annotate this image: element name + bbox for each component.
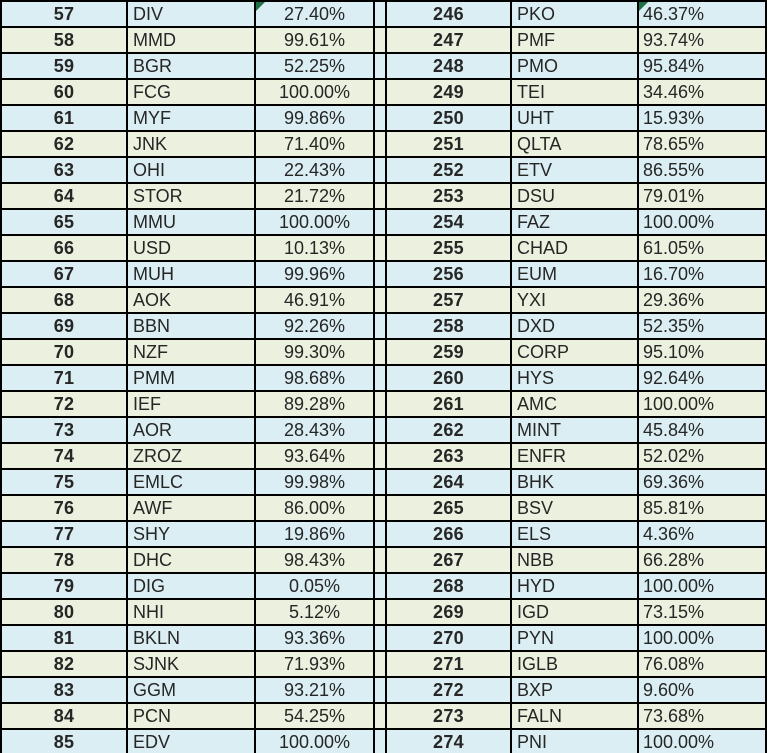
separator-cell[interactable]: [375, 340, 385, 364]
ticker-cell-right[interactable]: CHAD: [512, 236, 637, 260]
percent-cell-right[interactable]: 15.93%: [639, 106, 765, 130]
ticker-cell-left[interactable]: BGR: [128, 54, 254, 78]
percent-cell-left[interactable]: 0.05%: [256, 574, 373, 598]
separator-cell[interactable]: [375, 704, 385, 728]
percent-cell-left[interactable]: 52.25%: [256, 54, 373, 78]
percent-cell-right[interactable]: 100.00%: [639, 392, 765, 416]
ticker-cell-left[interactable]: MYF: [128, 106, 254, 130]
separator-cell[interactable]: [375, 314, 385, 338]
ticker-cell-right[interactable]: ELS: [512, 522, 637, 546]
row-index-cell-left[interactable]: 81: [2, 626, 126, 650]
percent-cell-right[interactable]: 100.00%: [639, 730, 765, 753]
percent-cell-left[interactable]: 93.36%: [256, 626, 373, 650]
ticker-cell-right[interactable]: IGLB: [512, 652, 637, 676]
percent-cell-right[interactable]: 73.15%: [639, 600, 765, 624]
ticker-cell-left[interactable]: AWF: [128, 496, 254, 520]
separator-cell[interactable]: [375, 366, 385, 390]
separator-cell[interactable]: [375, 210, 385, 234]
percent-cell-right[interactable]: 95.10%: [639, 340, 765, 364]
ticker-cell-left[interactable]: AOK: [128, 288, 254, 312]
ticker-cell-left[interactable]: OHI: [128, 158, 254, 182]
percent-cell-right[interactable]: 45.84%: [639, 418, 765, 442]
ticker-cell-left[interactable]: DIG: [128, 574, 254, 598]
row-index-cell-right[interactable]: 269: [387, 600, 510, 624]
separator-cell[interactable]: [375, 730, 385, 753]
percent-cell-left[interactable]: 99.61%: [256, 28, 373, 52]
percent-cell-left[interactable]: 93.21%: [256, 678, 373, 702]
separator-cell[interactable]: [375, 522, 385, 546]
ticker-cell-left[interactable]: MMD: [128, 28, 254, 52]
row-index-cell-left[interactable]: 61: [2, 106, 126, 130]
row-index-cell-left[interactable]: 79: [2, 574, 126, 598]
ticker-cell-right[interactable]: YXI: [512, 288, 637, 312]
percent-cell-right[interactable]: 95.84%: [639, 54, 765, 78]
row-index-cell-left[interactable]: 60: [2, 80, 126, 104]
ticker-cell-left[interactable]: NHI: [128, 600, 254, 624]
ticker-cell-left[interactable]: NZF: [128, 340, 254, 364]
percent-cell-left[interactable]: 89.28%: [256, 392, 373, 416]
percent-cell-right[interactable]: 16.70%: [639, 262, 765, 286]
row-index-cell-left[interactable]: 67: [2, 262, 126, 286]
error-indicator-triangle-icon: [256, 2, 265, 11]
percent-cell-right[interactable]: 92.64%: [639, 366, 765, 390]
percent-cell-right[interactable]: 9.60%: [639, 678, 765, 702]
separator-cell[interactable]: [375, 288, 385, 312]
percent-cell-left[interactable]: 100.00%: [256, 730, 373, 753]
percent-cell-left[interactable]: 27.40%: [256, 2, 373, 26]
ticker-cell-right[interactable]: PYN: [512, 626, 637, 650]
row-index-cell-left[interactable]: 82: [2, 652, 126, 676]
percent-cell-right[interactable]: 66.28%: [639, 548, 765, 572]
row-index-cell-right[interactable]: 256: [387, 262, 510, 286]
row-index-cell-right[interactable]: 266: [387, 522, 510, 546]
separator-cell[interactable]: [375, 626, 385, 650]
row-index-cell-left[interactable]: 64: [2, 184, 126, 208]
row-index-cell-left[interactable]: 71: [2, 366, 126, 390]
percent-cell-right[interactable]: 79.01%: [639, 184, 765, 208]
percent-cell-left[interactable]: 93.64%: [256, 444, 373, 468]
row-index-cell-left[interactable]: 75: [2, 470, 126, 494]
percent-cell-right[interactable]: 100.00%: [639, 626, 765, 650]
row-index-cell-left[interactable]: 72: [2, 392, 126, 416]
row-index-cell-right[interactable]: 263: [387, 444, 510, 468]
row-index-cell-left[interactable]: 84: [2, 704, 126, 728]
row-index-cell-right[interactable]: 274: [387, 730, 510, 753]
percent-cell-left[interactable]: 99.96%: [256, 262, 373, 286]
row-index-cell-right[interactable]: 253: [387, 184, 510, 208]
ticker-cell-right[interactable]: TEI: [512, 80, 637, 104]
row-index-cell-right[interactable]: 247: [387, 28, 510, 52]
percent-cell-left[interactable]: 71.93%: [256, 652, 373, 676]
row-index-cell-left[interactable]: 62: [2, 132, 126, 156]
separator-cell[interactable]: [375, 678, 385, 702]
separator-cell[interactable]: [375, 496, 385, 520]
percent-cell-left[interactable]: 99.98%: [256, 470, 373, 494]
percent-cell-right[interactable]: 52.35%: [639, 314, 765, 338]
row-index-cell-right[interactable]: 267: [387, 548, 510, 572]
percent-cell-left[interactable]: 54.25%: [256, 704, 373, 728]
percent-cell-right[interactable]: 4.36%: [639, 522, 765, 546]
ticker-cell-right[interactable]: HYD: [512, 574, 637, 598]
ticker-cell-right[interactable]: BHK: [512, 470, 637, 494]
ticker-cell-right[interactable]: MINT: [512, 418, 637, 442]
ticker-cell-left[interactable]: SJNK: [128, 652, 254, 676]
row-index-cell-right[interactable]: 254: [387, 210, 510, 234]
row-index-cell-left[interactable]: 85: [2, 730, 126, 753]
percent-cell-left[interactable]: 19.86%: [256, 522, 373, 546]
separator-cell[interactable]: [375, 80, 385, 104]
separator-cell[interactable]: [375, 106, 385, 130]
separator-cell[interactable]: [375, 262, 385, 286]
separator-cell[interactable]: [375, 418, 385, 442]
row-index-cell-right[interactable]: 265: [387, 496, 510, 520]
ticker-cell-right[interactable]: UHT: [512, 106, 637, 130]
row-index-cell-right[interactable]: 258: [387, 314, 510, 338]
row-index-cell-right[interactable]: 252: [387, 158, 510, 182]
ticker-cell-right[interactable]: DSU: [512, 184, 637, 208]
separator-cell[interactable]: [375, 158, 385, 182]
percent-cell-right[interactable]: 100.00%: [639, 210, 765, 234]
row-index-cell-right[interactable]: 273: [387, 704, 510, 728]
ticker-cell-right[interactable]: PNI: [512, 730, 637, 753]
row-index-cell-right[interactable]: 270: [387, 626, 510, 650]
row-index-cell-right[interactable]: 271: [387, 652, 510, 676]
ticker-cell-left[interactable]: IEF: [128, 392, 254, 416]
percent-cell-left[interactable]: 5.12%: [256, 600, 373, 624]
separator-cell[interactable]: [375, 184, 385, 208]
separator-cell[interactable]: [375, 444, 385, 468]
ticker-cell-left[interactable]: AOR: [128, 418, 254, 442]
ticker-cell-right[interactable]: FAZ: [512, 210, 637, 234]
percent-cell-right[interactable]: 73.68%: [639, 704, 765, 728]
ticker-cell-right[interactable]: HYS: [512, 366, 637, 390]
row-index-cell-right[interactable]: 257: [387, 288, 510, 312]
percent-cell-left[interactable]: 100.00%: [256, 210, 373, 234]
ticker-cell-right[interactable]: QLTA: [512, 132, 637, 156]
percent-cell-left[interactable]: 46.91%: [256, 288, 373, 312]
row-index-cell-right[interactable]: 255: [387, 236, 510, 260]
percent-cell-right[interactable]: 46.37%: [639, 2, 765, 26]
percent-cell-left[interactable]: 100.00%: [256, 80, 373, 104]
percent-cell-left[interactable]: 98.68%: [256, 366, 373, 390]
ticker-cell-left[interactable]: SHY: [128, 522, 254, 546]
percent-cell-right[interactable]: 34.46%: [639, 80, 765, 104]
ticker-cell-right[interactable]: EUM: [512, 262, 637, 286]
ticker-cell-right[interactable]: DXD: [512, 314, 637, 338]
ticker-cell-left[interactable]: FCG: [128, 80, 254, 104]
ticker-cell-right[interactable]: ETV: [512, 158, 637, 182]
row-index-cell-right[interactable]: 260: [387, 366, 510, 390]
row-index-cell-right[interactable]: 262: [387, 418, 510, 442]
row-index-cell-left[interactable]: 73: [2, 418, 126, 442]
separator-cell[interactable]: [375, 54, 385, 78]
row-index-cell-left[interactable]: 74: [2, 444, 126, 468]
row-index-cell-left[interactable]: 83: [2, 678, 126, 702]
ticker-cell-right[interactable]: AMC: [512, 392, 637, 416]
row-index-cell-left[interactable]: 68: [2, 288, 126, 312]
row-index-cell-right[interactable]: 259: [387, 340, 510, 364]
ticker-cell-left[interactable]: ZROZ: [128, 444, 254, 468]
separator-cell[interactable]: [375, 236, 385, 260]
percent-cell-left[interactable]: 22.43%: [256, 158, 373, 182]
row-index-cell-left[interactable]: 80: [2, 600, 126, 624]
ticker-cell-left[interactable]: MUH: [128, 262, 254, 286]
row-index-cell-right[interactable]: 249: [387, 80, 510, 104]
row-index-cell-right[interactable]: 261: [387, 392, 510, 416]
separator-cell[interactable]: [375, 470, 385, 494]
ticker-cell-left[interactable]: PCN: [128, 704, 254, 728]
ticker-cell-right[interactable]: PMO: [512, 54, 637, 78]
row-index-cell-right[interactable]: 250: [387, 106, 510, 130]
row-index-cell-right[interactable]: 272: [387, 678, 510, 702]
percent-cell-left[interactable]: 21.72%: [256, 184, 373, 208]
row-index-cell-left[interactable]: 66: [2, 236, 126, 260]
percent-cell-right[interactable]: 61.05%: [639, 236, 765, 260]
ticker-cell-left[interactable]: DHC: [128, 548, 254, 572]
ticker-cell-right[interactable]: CORP: [512, 340, 637, 364]
percent-cell-left[interactable]: 99.86%: [256, 106, 373, 130]
ticker-cell-left[interactable]: BKLN: [128, 626, 254, 650]
ticker-cell-right[interactable]: IGD: [512, 600, 637, 624]
percent-cell-left[interactable]: 28.43%: [256, 418, 373, 442]
ticker-cell-left[interactable]: PMM: [128, 366, 254, 390]
row-index-cell-left[interactable]: 69: [2, 314, 126, 338]
row-index-cell-right[interactable]: 248: [387, 54, 510, 78]
ticker-cell-right[interactable]: PMF: [512, 28, 637, 52]
row-index-cell-right[interactable]: 246: [387, 2, 510, 26]
row-index-cell-left[interactable]: 58: [2, 28, 126, 52]
ticker-cell-right[interactable]: FALN: [512, 704, 637, 728]
ticker-cell-left[interactable]: DIV: [128, 2, 254, 26]
separator-cell[interactable]: [375, 600, 385, 624]
row-index-cell-right[interactable]: 268: [387, 574, 510, 598]
percent-cell-left[interactable]: 99.30%: [256, 340, 373, 364]
row-index-cell-left[interactable]: 57: [2, 2, 126, 26]
percent-cell-left[interactable]: 10.13%: [256, 236, 373, 260]
percent-cell-right[interactable]: 78.65%: [639, 132, 765, 156]
ticker-cell-right[interactable]: BSV: [512, 496, 637, 520]
percent-cell-right[interactable]: 69.36%: [639, 470, 765, 494]
row-index-cell-left[interactable]: 59: [2, 54, 126, 78]
separator-cell[interactable]: [375, 548, 385, 572]
ticker-cell-left[interactable]: EMLC: [128, 470, 254, 494]
ticker-cell-left[interactable]: EDV: [128, 730, 254, 753]
row-index-cell-left[interactable]: 65: [2, 210, 126, 234]
separator-cell[interactable]: [375, 652, 385, 676]
percent-cell-left[interactable]: 86.00%: [256, 496, 373, 520]
row-index-cell-left[interactable]: 70: [2, 340, 126, 364]
percent-cell-right[interactable]: 85.81%: [639, 496, 765, 520]
ticker-cell-right[interactable]: BXP: [512, 678, 637, 702]
separator-cell[interactable]: [375, 132, 385, 156]
percent-cell-right[interactable]: 86.55%: [639, 158, 765, 182]
row-index-cell-left[interactable]: 76: [2, 496, 126, 520]
ticker-cell-left[interactable]: STOR: [128, 184, 254, 208]
ticker-cell-right[interactable]: PKO: [512, 2, 637, 26]
row-index-cell-right[interactable]: 251: [387, 132, 510, 156]
row-index-cell-right[interactable]: 264: [387, 470, 510, 494]
ticker-cell-right[interactable]: NBB: [512, 548, 637, 572]
row-index-cell-left[interactable]: 63: [2, 158, 126, 182]
ticker-cell-left[interactable]: MMU: [128, 210, 254, 234]
ticker-cell-right[interactable]: ENFR: [512, 444, 637, 468]
percent-cell-right[interactable]: 52.02%: [639, 444, 765, 468]
separator-cell[interactable]: [375, 574, 385, 598]
separator-cell[interactable]: [375, 392, 385, 416]
ticker-cell-left[interactable]: USD: [128, 236, 254, 260]
percent-cell-right[interactable]: 93.74%: [639, 28, 765, 52]
error-indicator-triangle-icon: [639, 2, 648, 11]
separator-cell[interactable]: [375, 2, 385, 26]
ticker-cell-left[interactable]: BBN: [128, 314, 254, 338]
percent-cell-left[interactable]: 71.40%: [256, 132, 373, 156]
separator-cell[interactable]: [375, 28, 385, 52]
percent-cell-left[interactable]: 92.26%: [256, 314, 373, 338]
percent-cell-right[interactable]: 76.08%: [639, 652, 765, 676]
row-index-cell-left[interactable]: 77: [2, 522, 126, 546]
percent-cell-left[interactable]: 98.43%: [256, 548, 373, 572]
ticker-cell-left[interactable]: GGM: [128, 678, 254, 702]
ticker-cell-left[interactable]: JNK: [128, 132, 254, 156]
percent-cell-right[interactable]: 29.36%: [639, 288, 765, 312]
row-index-cell-left[interactable]: 78: [2, 548, 126, 572]
percent-cell-right[interactable]: 100.00%: [639, 574, 765, 598]
